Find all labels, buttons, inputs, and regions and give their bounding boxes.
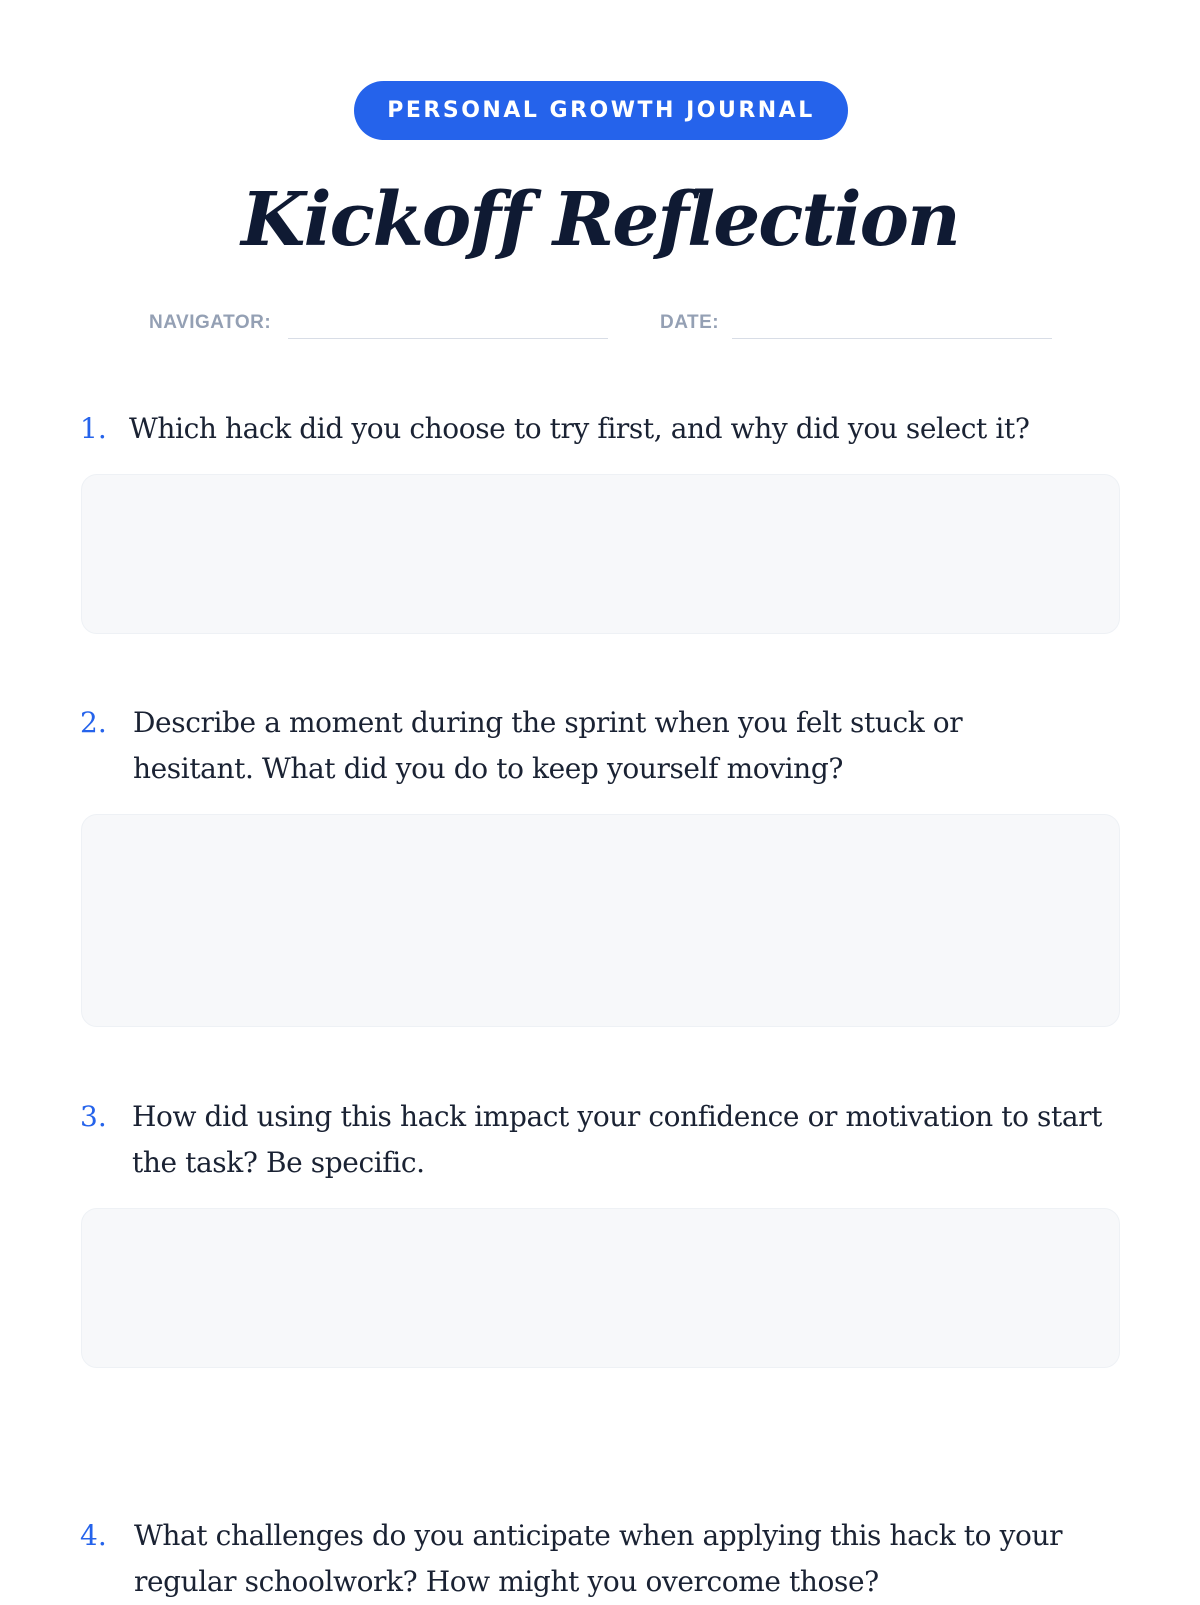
answer-box[interactable]	[81, 814, 1120, 1027]
navigator-field[interactable]	[288, 338, 608, 339]
question-number: 1.	[80, 412, 107, 445]
question-number: 3.	[80, 1100, 107, 1133]
date-label: DATE:	[660, 312, 720, 333]
navigator-label: NAVIGATOR:	[149, 312, 272, 333]
question-text: What challenges do you anticipate when applying this hack to your regular schoolwork? How might you overcome those?	[134, 1519, 1063, 1598]
question-number: 2.	[80, 706, 107, 739]
question-text: How did using this hack impact your confidence or motivation to start the task? Be specific.	[132, 1100, 1102, 1179]
question-text: Which hack did you choose to try first, and why did you select it?	[129, 412, 1030, 445]
journal-badge: PERSONAL GROWTH JOURNAL	[354, 81, 848, 140]
page-title: Kickoff Reflection	[241, 177, 959, 263]
question-number: 4.	[80, 1519, 107, 1552]
answer-box[interactable]	[81, 474, 1120, 634]
date-field[interactable]	[732, 338, 1052, 339]
answer-box[interactable]	[81, 1208, 1120, 1368]
question-text: Describe a moment during the sprint when you felt stuck or hesitant. What did you do to keep yourself moving?	[133, 706, 963, 785]
